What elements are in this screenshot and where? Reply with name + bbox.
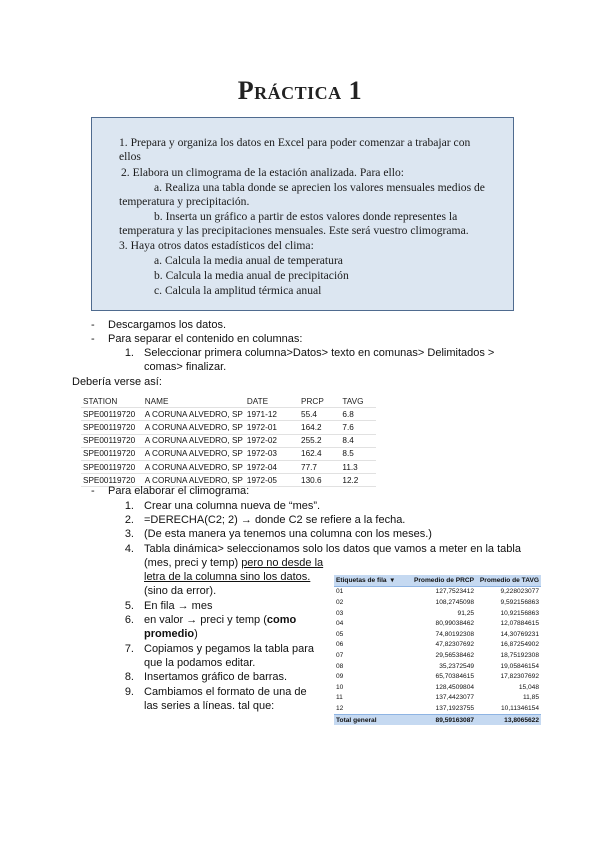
pivot-cell: 29,56538462	[435, 651, 475, 659]
instruction-line: temperatura y las precipitaciones mensuales. Este será vuestro climograma.	[119, 224, 469, 237]
table-cell: 255.2	[299, 434, 340, 447]
filter-dropdown-icon[interactable]: ▾	[389, 575, 397, 586]
table-cell: SPE00119720	[81, 434, 143, 447]
table-cell: A CORUNA ALVEDRO, SP	[143, 474, 245, 487]
pivot-cell: 02	[336, 598, 344, 606]
table-cell: 8.4	[340, 434, 376, 447]
column-header: STATION	[81, 395, 143, 408]
pivot-cell: 65,70384615	[435, 673, 475, 681]
pivot-cell: Total general	[334, 714, 397, 725]
table-cell: 6.8	[340, 408, 376, 421]
step-number: 7.	[124, 643, 134, 655]
table-cell: SPE00119720	[81, 408, 143, 421]
instruction-line: temperatura y precipitación.	[119, 195, 250, 208]
pivot-header-row	[334, 575, 541, 586]
data-table	[81, 395, 376, 487]
pivot-row	[334, 661, 541, 672]
instructions-box	[91, 117, 514, 311]
pivot-cell: 13,8065622	[476, 714, 541, 725]
step-number: 6.	[124, 614, 134, 626]
instruction-line: 1. Prepara y organiza los datos en Excel para poder comenzar a trabajar con	[119, 136, 471, 149]
table-row	[81, 408, 376, 421]
table-cell: 1972-02	[245, 434, 299, 447]
step-text: comas> finalizar.	[144, 361, 227, 373]
pivot-cell: 08	[336, 662, 344, 670]
step-text: Seleccionar primera columna>Datos> texto en comunas> Delimitados >	[144, 347, 495, 359]
bullet-dash: -	[91, 485, 95, 497]
table-cell: 1972-01	[245, 421, 299, 434]
pivot-table	[334, 575, 541, 725]
pivot-cell: 80,99038462	[435, 620, 475, 628]
step-text: Tabla dinámica> seleccionamos solo los datos que vamos a meter en la tabla	[144, 543, 521, 555]
pivot-cell: 10,11346154	[500, 704, 539, 712]
table-cell: 1972-04	[245, 460, 299, 473]
pivot-row	[334, 586, 541, 597]
step-text: Para separar el contenido en columnas:	[108, 333, 303, 345]
pivot-cell: 06	[336, 641, 344, 649]
table-cell: 77.7	[299, 460, 340, 473]
step-text: Insertamos gráfico de barras.	[144, 671, 288, 683]
pivot-cell: 15,048	[518, 683, 539, 691]
step-number: 3.	[124, 528, 134, 540]
table-row	[81, 460, 376, 473]
pivot-cell: 108,2745098	[435, 598, 475, 606]
table-cell: 164.2	[299, 421, 340, 434]
step-text: En fila → mes	[144, 600, 213, 612]
column-header: PRCP	[299, 395, 340, 408]
step-text: que la podamos editar.	[144, 657, 256, 669]
table-cell: 1972-05	[245, 474, 299, 487]
pivot-cell: 12	[336, 704, 344, 712]
step-number: 2.	[124, 514, 134, 526]
table-cell: SPE00119720	[81, 447, 143, 460]
step-text: Debería verse así:	[72, 376, 162, 388]
pivot-cell: 91,25	[457, 609, 475, 617]
pivot-cell: 47,82307692	[435, 641, 475, 649]
table-cell: A CORUNA ALVEDRO, SP	[143, 408, 245, 421]
pivot-row	[334, 703, 541, 714]
table-header-row	[81, 395, 376, 408]
table-cell: 1972-03	[245, 447, 299, 460]
step-number: 1.	[124, 500, 134, 512]
pivot-cell: 03	[336, 609, 344, 617]
pivot-total-row	[334, 714, 541, 725]
instruction-line: ellos	[119, 150, 141, 163]
instruction-line: b. Calcula la media anual de precipitación	[154, 269, 349, 282]
bullet-dash: -	[91, 319, 95, 331]
table-cell: SPE00119720	[81, 460, 143, 473]
pivot-cell: 01	[336, 588, 344, 596]
pivot-cell: 89,59163087	[397, 714, 477, 725]
pivot-cell: 10,92156863	[500, 609, 539, 617]
table-cell: A CORUNA ALVEDRO, SP	[143, 421, 245, 434]
instruction-line: b. Inserta un gráfico a partir de estos valores donde representes la	[154, 210, 458, 223]
step-number: 8.	[124, 671, 134, 683]
pivot-cell: 09	[336, 673, 344, 681]
pivot-cell: 10	[336, 683, 344, 691]
page-title: Práctica 1	[237, 76, 363, 105]
step-text: Descargamos los datos.	[108, 319, 226, 331]
table-cell: A CORUNA ALVEDRO, SP	[143, 447, 245, 460]
step-text-part: en valor → preci y temp (	[144, 614, 267, 626]
instruction-line: c. Calcula la amplitud térmica anual	[154, 284, 322, 297]
column-header: DATE	[245, 395, 299, 408]
step-text	[144, 628, 198, 640]
step-text-part: (mes, preci y temp)	[144, 557, 242, 569]
pivot-row	[334, 671, 541, 682]
column-header: Promedio de TAVG	[476, 575, 541, 586]
table-cell: 12.2	[340, 474, 376, 487]
column-header: TAVG	[340, 395, 376, 408]
instruction-line: 3. Haya otros datos estadísticos del clima:	[119, 239, 314, 252]
table-cell: 130.6	[299, 474, 340, 487]
table-cell: 11.3	[340, 460, 376, 473]
column-header: Promedio de PRCP	[397, 575, 477, 586]
step-number: 5.	[124, 600, 134, 612]
pivot-row	[334, 629, 541, 640]
instruction-line: a. Calcula la media anual de temperatura	[154, 254, 343, 267]
step-text: las series a líneas. tal que:	[144, 700, 275, 712]
pivot-cell: 12,07884615	[500, 620, 539, 628]
table-cell: 1971-12	[245, 408, 299, 421]
column-header: NAME	[143, 395, 245, 408]
pivot-cell: 11,85	[522, 694, 539, 702]
column-header: Etiquetas de fila	[334, 575, 389, 586]
step-number: 9.	[124, 686, 134, 698]
pivot-row	[334, 608, 541, 619]
pivot-cell: 137,4423077	[435, 694, 475, 702]
step-text-underlined: pero no desde la	[241, 557, 324, 569]
pivot-cell: 128,4509804	[435, 683, 475, 691]
pivot-cell: 16,87254902	[500, 641, 539, 649]
pivot-cell: 35,2372549	[439, 662, 475, 670]
step-number: 1.	[124, 347, 134, 359]
step-number: 4.	[124, 543, 134, 555]
step-text-bold: como	[266, 614, 297, 626]
step-text: =DERECHA(C2; 2) → donde C2 se refiere a la fecha.	[144, 514, 406, 526]
step-text: (sino da error).	[144, 585, 217, 597]
table-row	[81, 434, 376, 447]
pivot-row	[334, 618, 541, 629]
table-cell: 7.6	[340, 421, 376, 434]
table-cell: A CORUNA ALVEDRO, SP	[143, 434, 245, 447]
table-row	[81, 421, 376, 434]
step-text: (De esta manera ya tenemos una columna con los meses.)	[144, 528, 432, 540]
table-cell: 8.5	[340, 447, 376, 460]
pivot-cell: 9,592156863	[500, 598, 539, 606]
step-text	[144, 614, 296, 626]
table-cell: 55.4	[299, 408, 340, 421]
step-text: Cambiamos el formato de una de	[144, 686, 307, 698]
table-cell: 162.4	[299, 447, 340, 460]
pivot-row	[334, 650, 541, 661]
pivot-row	[334, 640, 541, 651]
pivot-cell: 04	[336, 620, 344, 628]
step-text: Copiamos y pegamos la tabla para	[144, 643, 314, 655]
pivot-cell: 18,75192308	[500, 651, 539, 659]
table-row	[81, 447, 376, 460]
instruction-line: a. Realiza una tabla donde se aprecien los valores mensuales medios de	[154, 181, 485, 194]
pivot-row	[334, 597, 541, 608]
pivot-row	[334, 693, 541, 704]
table-cell: SPE00119720	[81, 421, 143, 434]
pivot-cell: 11	[336, 694, 343, 702]
step-text: Para elaborar el climograma:	[108, 485, 250, 497]
step-text-part: )	[194, 628, 198, 640]
pivot-cell: 14,30769231	[500, 630, 539, 638]
pivot-row	[334, 682, 541, 693]
instruction-line: 2. Elabora un climograma de la estación analizada. Para ello:	[121, 166, 404, 179]
pivot-cell: 9,228023077	[500, 588, 539, 596]
pivot-cell: 127,7523412	[435, 588, 475, 596]
pivot-cell: 07	[336, 651, 344, 659]
pivot-cell: 17,82307692	[500, 673, 539, 681]
pivot-cell: 137,1923755	[435, 704, 475, 712]
pivot-cell: 05	[336, 630, 344, 638]
step-text-underlined: letra de la columna sino los datos.	[144, 571, 311, 583]
pivot-cell: 19,05846154	[500, 662, 539, 670]
table-cell: SPE00119720	[81, 474, 143, 487]
step-text-bold: promedio	[144, 628, 195, 640]
table-cell: A CORUNA ALVEDRO, SP	[143, 460, 245, 473]
step-text: Crear una columna nueva de “mes”.	[144, 500, 321, 512]
step-text	[144, 557, 323, 569]
bullet-dash: -	[91, 333, 95, 345]
pivot-cell: 74,80192308	[435, 630, 475, 638]
